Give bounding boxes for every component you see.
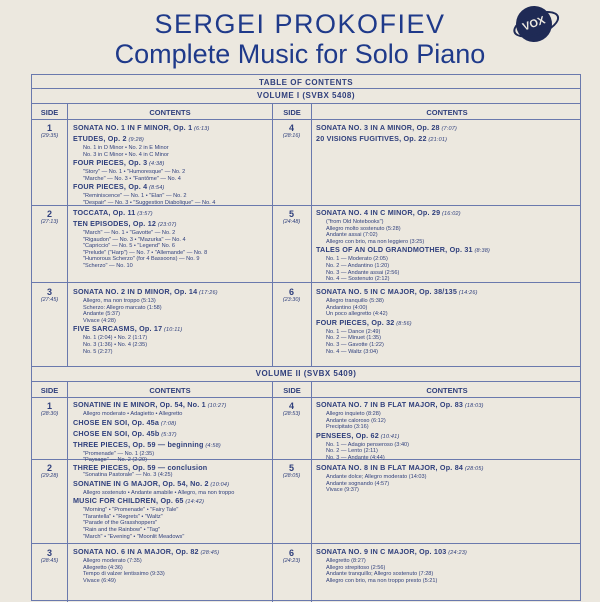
work-duration: (17:26): [197, 290, 218, 296]
movement-line: Andante assai (7:02): [326, 232, 378, 239]
movement-line: No. 3 (1:36) • No. 4 (2:35): [83, 341, 148, 348]
work-name: SONATA NO. 8 IN B FLAT MAJOR, Op. 84: [316, 463, 464, 472]
work-name: TEN EPISODES, Op. 12: [73, 219, 157, 228]
contents-cell: [316, 287, 578, 355]
movement-line: Un poco allegretto (4:42): [326, 311, 388, 318]
movement-line: No. 3 — Gavotte (1:22): [326, 341, 384, 348]
work-duration: (23:07): [156, 222, 177, 228]
movement-line: "Marche" — No. 3 • "Fantôme" — No. 4: [83, 175, 181, 182]
movement-line: Allegretto (4:36): [83, 564, 123, 571]
side-label: 1 (29:35): [40, 123, 59, 139]
work-duration: (16:02): [440, 211, 461, 217]
work-title: [73, 123, 271, 134]
table-of-contents: [31, 74, 581, 601]
side-label: 3 (27:45): [40, 287, 59, 303]
side-label: 1 (28:30): [40, 401, 59, 417]
movement-line: No. 2 — Minuet (1:35): [326, 335, 382, 342]
work-duration: (10:27): [205, 403, 227, 409]
volume-1-title: VOLUME I (SVBX 5408): [256, 91, 356, 100]
work-title: [73, 463, 271, 472]
contents-cell: [316, 208, 578, 283]
work-name: THREE PIECES, Op. 59 — conclusion: [73, 463, 208, 472]
work-name: SONATA NO. 6 IN A MAJOR, Op. 82: [73, 547, 199, 556]
work-title: [73, 418, 271, 429]
movement-line: "Parade of the Grasshoppers": [83, 520, 158, 527]
work-name: FIVE SARCASMS, Op. 17: [73, 324, 163, 334]
movement-line: No. 2 — Andantino (1:20): [326, 262, 390, 269]
movement-line: Tempo di valzer lentissimo (9:33): [83, 571, 165, 578]
work-name: SONATA NO. 5 IN C MAJOR, Op. 38/135: [316, 287, 458, 296]
work-title: [73, 158, 271, 169]
movement-line: Allegretto (8:27): [326, 558, 366, 564]
work-duration: (28:45): [198, 550, 220, 556]
contents-cell: [316, 547, 578, 584]
side-label: 4 (28:16): [282, 123, 301, 139]
movement-line: "Humorous Scherzo" (for 4 Bassoons) — No. 9: [83, 256, 200, 263]
work-duration: (8:54): [147, 185, 165, 192]
movement-line: "Paysage" — No. 2 (2:20): [83, 457, 147, 464]
side-header: SIDE: [283, 386, 301, 395]
contents-cell: [73, 123, 271, 207]
work-duration: (10:41): [378, 433, 400, 440]
movement-line: Precipitato (3:16): [326, 424, 369, 431]
work-duration: (6:13): [192, 126, 210, 132]
contents-header: CONTENTS: [426, 386, 468, 395]
work-title: [73, 324, 271, 335]
movement-line: Andante (5:37): [83, 311, 121, 318]
work-title: [316, 431, 578, 442]
movement-line: "Capriccio" — No. 5 • "Legend" No. 6: [83, 243, 175, 250]
side-header: SIDE: [283, 108, 301, 117]
movement-line: "Sonatina Pastorale" — No. 3 (4:25): [83, 472, 173, 478]
work-duration: (10:04): [208, 481, 230, 488]
movement-line: No. 5 (2:27): [83, 348, 113, 355]
side-label: 6 (24:23): [282, 548, 301, 564]
movement-line: Allegro con brio, ma non troppo presto (5:21): [326, 577, 438, 584]
movement-line: Andante dolce; Allegro moderato (14:03): [326, 474, 427, 480]
movement-line: No. 3 — Andante (4:44): [326, 454, 385, 461]
movement-line: Allegro moderato (7:35): [83, 558, 142, 564]
work-duration: (8:56): [394, 320, 412, 327]
side-header: SIDE: [40, 386, 59, 395]
contents-header: CONTENTS: [149, 108, 191, 117]
contents-cell: [73, 400, 271, 464]
movement-line: No. 1 — Adagio penseroso (3:40): [326, 441, 410, 448]
work-title: [316, 287, 578, 298]
work-title: [73, 287, 271, 298]
work-name: SONATA NO. 7 IN B FLAT MAJOR, Op. 83: [316, 400, 464, 409]
work-name: CHOSE EN SOI, Op. 45b: [73, 428, 160, 438]
work-title: [316, 134, 578, 145]
work-name: FOUR PIECES, Op. 4: [73, 182, 148, 192]
contents-cell: [316, 123, 578, 145]
work-name: TOCCATA, Op. 11: [73, 208, 136, 217]
movement-line: No. 1 (2:04) • No. 2 (1:17): [83, 335, 148, 342]
work-title: [316, 400, 578, 411]
movement-line: Allegro moderato • Adagietto • Allegretto: [83, 411, 183, 417]
work-title: [73, 400, 271, 411]
work-name: SONATA NO. 4 IN C MINOR, Op. 29: [316, 208, 441, 217]
work-duration: (14:26): [457, 290, 478, 296]
work-duration: (14:42): [183, 499, 205, 506]
work-duration: (4:38): [147, 161, 165, 168]
work-duration: (8:38): [472, 248, 491, 255]
work-title: [73, 496, 271, 507]
movement-line: "Despair" — No. 3 • "Suggestion Diabolique" — No. 4: [83, 199, 216, 206]
work-name: THREE PIECES, Op. 59 — beginning: [73, 439, 204, 449]
work-duration: (9:28): [126, 137, 145, 143]
work-name: SONATA NO. 2 IN D MINOR, Op. 14: [73, 287, 198, 296]
album-title: Complete Music for Solo Piano: [114, 39, 486, 69]
movement-line: Allegro molto sostenuto (5:28): [326, 225, 401, 232]
movement-line: Andante tranquillo; Allegro sostenuto (7:28): [326, 571, 434, 578]
work-name: TALES OF AN OLD GRANDMOTHER, Op. 31: [316, 245, 473, 255]
work-duration: (4:58): [203, 442, 221, 449]
movement-line: Vivace (6:49): [83, 577, 116, 584]
work-name: SONATINE IN E MINOR, Op. 54, No. 1: [73, 400, 206, 409]
contents-cell: [73, 287, 271, 355]
side-label: 5 (28:05): [282, 463, 301, 479]
work-name: SONATA NO. 1 IN F MINOR, Op. 1: [73, 123, 193, 132]
contents-header: CONTENTS: [149, 386, 191, 395]
work-name: ETUDES, Op. 2: [73, 134, 127, 143]
movement-line: No. 4 — Waltz (3:04): [326, 348, 379, 355]
movement-line: "Promenade" — No. 1 (2:35): [83, 450, 155, 457]
work-title: [73, 134, 271, 145]
side-label: 4 (28:53): [282, 401, 301, 417]
movement-line: No. 4 — Sostenuto (2:12): [326, 276, 390, 283]
work-title: [316, 208, 578, 219]
contents-cell: [316, 463, 578, 494]
work-duration: (5:37): [159, 431, 177, 438]
work-title: [73, 479, 271, 490]
work-title: [73, 208, 271, 219]
composer-name: SERGEI PROKOFIEV: [154, 9, 446, 39]
movement-line: No. 1 — Moderato (2:05): [326, 256, 388, 263]
movement-line: "March" — No. 1 • "Gavotte" — No. 2: [83, 230, 176, 236]
work-title: [316, 123, 578, 134]
movement-line: No. 1 — Dance (2:49): [326, 328, 381, 335]
movement-line: No. 2 — Lento (2:11): [326, 448, 378, 455]
work-title: [73, 219, 271, 230]
work-duration: (28:05): [463, 466, 484, 472]
work-title: [73, 547, 271, 558]
side-header: SIDE: [40, 108, 59, 117]
work-title: [316, 318, 578, 329]
work-duration: (3:57): [135, 211, 153, 217]
movement-line: "March" • "Evening" • "Moonlit Meadows": [83, 533, 185, 540]
work-title: [73, 429, 271, 440]
contents-header: CONTENTS: [426, 108, 468, 117]
work-duration: (7:07): [439, 126, 458, 132]
work-duration: (18:03): [463, 403, 484, 409]
work-duration: (7:08): [159, 420, 177, 427]
movement-line: Allegro con brio, ma non leggiero (3:25): [326, 238, 425, 245]
movement-line: "Scherzo" — No. 10: [83, 262, 133, 269]
work-duration: (10:11): [162, 327, 183, 334]
movement-line: "Reminiscence" — No. 1 • "Elan" — No. 2: [83, 193, 187, 200]
movement-line: "Morning" • "Promenade" • "Fairy Tale": [83, 507, 179, 514]
logo-text: VOX: [521, 14, 547, 34]
movement-line: Allegro sostenuto • Andante amabile • Allegro, ma non troppo: [83, 489, 235, 496]
movement-line: Andante caloroso (6:12): [326, 417, 386, 424]
work-name: MUSIC FOR CHILDREN, Op. 65: [73, 496, 184, 506]
toc-title: TABLE OF CONTENTS: [258, 78, 354, 87]
work-title: [73, 182, 271, 193]
work-name: CHOSE EN SOI, Op. 45a: [73, 417, 160, 427]
movement-line: "Prelude" ("Harp") — No. 7 • "Allemande" — No. 8: [83, 249, 208, 256]
work-name: SONATA NO. 9 IN C MAJOR, Op. 103: [316, 547, 447, 556]
side-label: 6 (23:30): [282, 287, 301, 303]
movement-line: Vivace (4:28): [83, 317, 116, 324]
side-label: 3 (28:45): [40, 548, 59, 564]
work-name: FOUR PIECES, Op. 32: [316, 317, 395, 327]
movement-line: ("from Old Notebooks"): [326, 219, 384, 225]
movement-line: Vivace (9:37): [326, 487, 359, 494]
movement-line: No. 3 — Andante assai (2:56): [326, 269, 400, 276]
movement-line: Allegro tranquillo (5:38): [326, 298, 384, 304]
movement-line: Scherzo: Allegro marcato (1:58): [83, 304, 162, 311]
work-title: [316, 245, 578, 256]
movement-line: "Rain and the Rainbow" • "Tag": [83, 526, 161, 533]
contents-cell: [73, 547, 271, 584]
contents-cell: [316, 400, 578, 462]
work-title: [316, 463, 578, 474]
side-label: 2 (27:13): [40, 209, 59, 225]
work-duration: (21:01): [426, 137, 448, 143]
movement-line: "Tarantella" • "Regrets" • "Waltz": [83, 513, 163, 520]
movement-line: "Story" — No. 1 • "Humoresque" — No. 2: [83, 169, 186, 176]
work-name: SONATA NO. 3 IN A MINOR, Op. 28: [316, 123, 440, 132]
contents-cell: [73, 463, 271, 540]
side-label: 5 (24:48): [282, 209, 301, 225]
work-duration: (24:23): [446, 550, 468, 556]
side-label: 2 (29:28): [40, 463, 59, 479]
work-name: 20 VISIONS FUGITIVES, Op. 22: [316, 134, 427, 143]
movement-line: Allegro inquieto (8:28): [326, 411, 381, 417]
work-name: SONATINE IN G MAJOR, Op. 54, No. 2: [73, 478, 209, 488]
movement-line: Andante sognando (4:57): [326, 480, 390, 487]
work-title: [73, 440, 271, 451]
work-name: PENSEES, Op. 62: [316, 430, 379, 440]
movement-line: No. 3 in C Minor • No. 4 in C Minor: [83, 151, 169, 158]
work-title: [316, 547, 578, 558]
contents-cell: [73, 208, 271, 270]
movement-line: "Rigaudon" — No. 3 • "Mazurka" — No. 4: [83, 236, 186, 243]
movement-line: No. 1 in D Minor • No. 2 in E Minor: [83, 145, 169, 151]
movement-line: Allegro strepitoso (2:56): [326, 564, 386, 571]
movement-line: Allegro, ma non troppo (5:13): [83, 298, 156, 304]
volume-2-title: VOLUME II (SVBX 5409): [255, 369, 357, 378]
work-name: FOUR PIECES, Op. 3: [73, 158, 148, 168]
movement-line: Andantino (4:00): [326, 304, 368, 311]
